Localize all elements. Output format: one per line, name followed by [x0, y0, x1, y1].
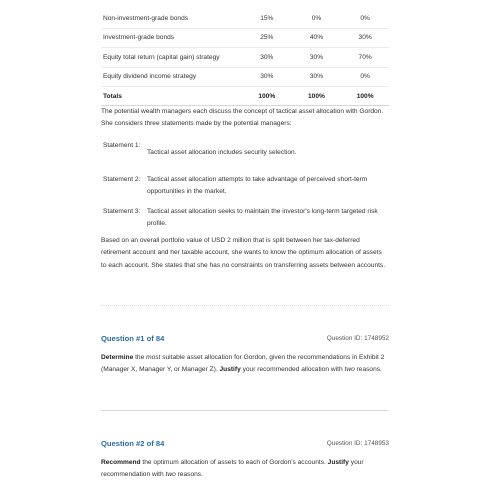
prompt-text: reasons. — [354, 366, 382, 374]
divider — [101, 305, 389, 306]
manager-x-cell: 25% — [242, 28, 292, 48]
prompt-text: your recommendation with — [101, 459, 364, 479]
totals-row — [101, 87, 389, 106]
portfolio-paragraph: Based on an overall portfolio value of USD 2 million that is split between her tax-deferred retirement account and her taxable account, she wants to know the optimum allocation of assets to each account. She states that she has no constraints on transferring assets between accounts. — [101, 237, 386, 269]
manager-x-cell: 15% — [242, 9, 292, 28]
asset-class-cell: Equity total return (capital gain) strategy — [101, 48, 242, 68]
question-id-label: Question ID: — [326, 335, 363, 342]
prompt-text: your recommended allocation with — [240, 366, 345, 374]
question-1-title: Question #1 of 84 — [101, 334, 165, 343]
question-1-id — [327, 335, 389, 342]
manager-y-total: 100% — [292, 87, 342, 106]
manager-x-cell: 30% — [242, 67, 292, 87]
totals-label: Totals — [101, 87, 242, 106]
directive-verb: Justify — [327, 459, 349, 466]
question-2-header — [101, 439, 389, 451]
emphasis: most — [146, 354, 161, 361]
prompt-text: the optimum allocation of assets to each of Gordon's accounts. — [140, 459, 328, 466]
statement-row — [101, 140, 389, 174]
question-2-id — [327, 440, 389, 447]
emphasis: two — [165, 471, 176, 479]
manager-z-cell: 0% — [341, 9, 389, 28]
prompt-text: suitable asset allocation for Gordon, given the recommendations in Exhibit 2 (Manager X, Manager Y, or Manager Z). — [101, 354, 385, 374]
directive-verb: Justify — [219, 366, 241, 374]
manager-x-cell: 30% — [242, 48, 292, 68]
statement-text: Tactical asset allocation attempts to take advantage of perceived short-term opportunities in the market. — [147, 176, 368, 196]
intro-paragraph: The potential wealth managers each discuss the concept of tactical asset allocation with Gordon. She considers three statements made by the potential managers: — [101, 108, 384, 128]
question-1-header — [101, 334, 389, 346]
manager-z-cell: 30% — [341, 28, 389, 48]
table-row — [101, 28, 389, 48]
statement-label: Statement 2: — [103, 176, 141, 183]
statement-row — [101, 174, 389, 206]
manager-z-cell: 0% — [341, 67, 389, 87]
allocation-section — [101, 9, 389, 106]
statement-label: Statement 3: — [103, 208, 141, 215]
allocation-table — [101, 9, 389, 106]
question-2-prompt — [101, 457, 391, 482]
statement-row — [101, 206, 389, 231]
manager-z-total: 100% — [341, 87, 389, 106]
manager-y-cell: 30% — [292, 48, 342, 68]
manager-x-total: 100% — [242, 87, 292, 106]
manager-z-cell: 70% — [341, 48, 389, 68]
asset-class-cell: Non-investment-grade bonds — [101, 9, 242, 28]
prompt-text: the — [133, 354, 147, 361]
statement-label: Statement 1: — [103, 142, 141, 149]
manager-y-cell: 40% — [292, 28, 342, 48]
table-row — [101, 67, 389, 87]
asset-class-cell: Equity dividend income strategy — [101, 67, 242, 87]
directive-verb: Determine — [101, 354, 134, 361]
table-row — [101, 9, 389, 28]
statement-text: Tactical asset allocation includes security selection. — [147, 149, 297, 156]
question-id-label: Question ID: — [326, 440, 363, 447]
intro-section — [101, 106, 389, 131]
asset-class-cell: Investment-grade bonds — [101, 28, 242, 48]
question-id-value: 1748953 — [364, 440, 389, 447]
portfolio-section — [101, 235, 389, 272]
question-id-value: 1748952 — [364, 335, 389, 342]
divider — [101, 410, 389, 411]
manager-y-cell: 0% — [292, 9, 342, 28]
directive-verb: Recommend — [101, 459, 141, 466]
emphasis: two — [344, 366, 355, 374]
prompt-text: reasons. — [175, 471, 203, 479]
statements-table — [101, 140, 389, 231]
question-1-prompt — [101, 352, 391, 377]
question-2-title: Question #2 of 84 — [101, 439, 165, 448]
statements-section — [101, 140, 389, 231]
statement-text: Tactical asset allocation seeks to maintain the investor's long-term targeted risk profile. — [147, 208, 378, 228]
manager-y-cell: 30% — [292, 67, 342, 87]
table-row — [101, 48, 389, 68]
